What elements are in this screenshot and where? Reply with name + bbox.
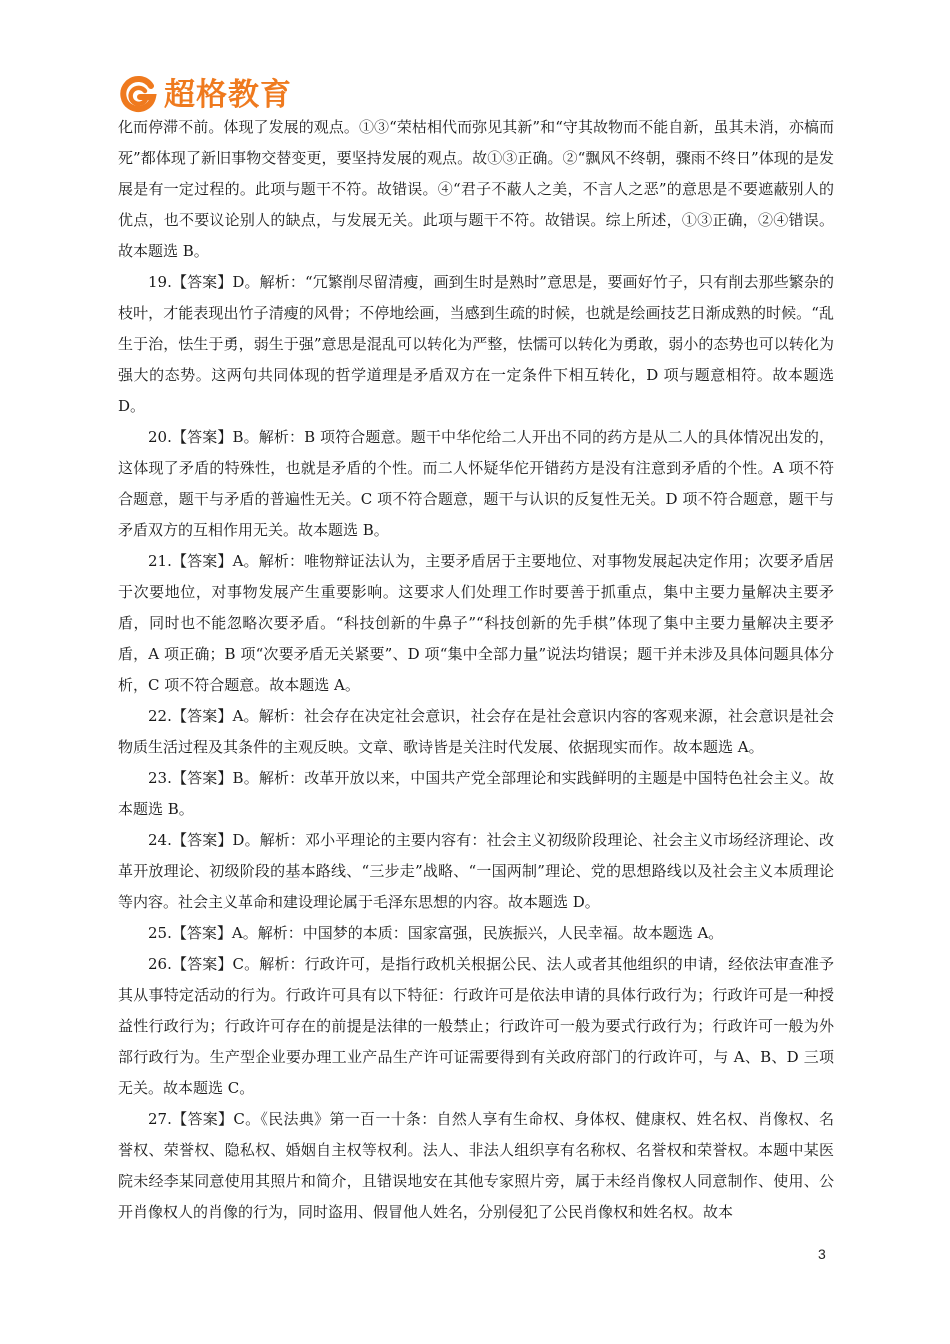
paragraph-continued: 化而停滞不前。体现了发展的观点。①③“荣枯相代而弥见其新”和“守其故物而不能自新，虽其未消，亦槁而死”都体现了新旧事物交替变更，要坚持发展的观点。故①③正确。②“飘风不终朝，骤雨不终日”体现的是发展是有一定过程的。此项与题干不符。故错误。④“君子不蔽人之美，不言人之恶”的意思是不要遮蔽别人的优点，也不要议论别人的缺点，与发展无关。此项与题干不符。故错误。综上所述，①③正确，②④错误。故本题选 B。 <box>118 118 834 260</box>
answer-25: 25.【答案】A。解析：中国梦的本质：国家富强，民族振兴，人民幸福。故本题选 A。 <box>148 924 724 942</box>
answer-24: 24.【答案】D。解析：邓小平理论的主要内容有：社会主义初级阶段理论、社会主义市场经济理论、改革开放理论、初级阶段的基本路线、“三步走”战略、“一国两制”理论、党的思想路线以及社会主义本质理论等内容。社会主义革命和建设理论属于毛泽东思想的内容。故本题选 D。 <box>118 831 834 911</box>
brand-logo-text: 超格教育 <box>164 77 292 113</box>
answer-23: 23.【答案】B。解析：改革开放以来，中国共产党全部理论和实践鲜明的主题是中国特色社会主义。故本题选 B。 <box>118 769 834 818</box>
answer-21: 21.【答案】A。解析：唯物辩证法认为，主要矛盾居于主要地位、对事物发展起决定作用；次要矛盾居于次要地位，对事物发展产生重要影响。这要求人们处理工作时要善于抓重点，集中主要力量解决主要矛盾，同时也不能忽略次要矛盾。“科技创新的牛鼻子”“科技创新的先手棋”体现了集中主要力量解决主要矛盾，A 项正确；B 项“次要矛盾无关紧要”、D 项“集中全部力量”说法均错误；题干并未涉及具体问题具体分析，C 项不符合题意。故本题选 A。 <box>118 552 834 694</box>
document-body <box>118 112 834 1228</box>
brand-logo-icon <box>118 75 158 115</box>
answer-19: 19.【答案】D。解析：“冗繁削尽留清瘦，画到生时是熟时”意思是，要画好竹子，只有削去那些繁杂的枝叶，才能表现出竹子清瘦的风骨；不停地绘画，当感到生疏的时候，也就是绘画技艺日渐成熟的时候。“乱生于治，怯生于勇，弱生于强”意思是混乱可以转化为严整，怯懦可以转化为勇敢，弱小的态势也可以转化为强大的态势。这两句共同体现的哲学道理是矛盾双方在一定条件下相互转化，D 项与题意相符。故本题选 D。 <box>118 273 834 415</box>
page-number: 3 <box>818 1246 826 1262</box>
answer-20: 20.【答案】B。解析：B 项符合题意。题干中华佗给二人开出不同的药方是从二人的具体情况出发的，这体现了矛盾的特殊性，也就是矛盾的个性。而二人怀疑华佗开错药方是没有注意到矛盾的个性。A 项不符合题意，题干与矛盾的普遍性无关。C 项不符合题意，题干与认识的反复性无关。D 项不符合题意，题干与矛盾双方的互相作用无关。故本题选 B。 <box>118 428 834 539</box>
brand-header <box>118 74 292 116</box>
answer-22: 22.【答案】A。解析：社会存在决定社会意识，社会存在是社会意识内容的客观来源，社会意识是社会物质生活过程及其条件的主观反映。文章、歌诗皆是关注时代发展、依据现实而作。故本题选 A。 <box>118 707 834 756</box>
answer-27: 27.【答案】C。《民法典》第一百一十条：自然人享有生命权、身体权、健康权、姓名权、肖像权、名誉权、荣誉权、隐私权、婚姻自主权等权利。法人、非法人组织享有名称权、名誉权和荣誉权。本题中某医院未经李某同意使用其照片和简介，且错误地安在其他专家照片旁，属于未经肖像权人同意制作、使用、公开肖像权人的肖像的行为，同时盗用、假冒他人姓名，分别侵犯了公民肖像权和姓名权。故本 <box>118 1110 834 1221</box>
answer-26: 26.【答案】C。解析：行政许可，是指行政机关根据公民、法人或者其他组织的申请，经依法审查准予其从事特定活动的行为。行政许可具有以下特征：行政许可是依法申请的具体行政行为；行政许可是一种授益性行政行为；行政许可存在的前提是法律的一般禁止；行政许可一般为要式行政行为；行政许可一般为外部行政行为。生产型企业要办理工业产品生产许可证需要得到有关政府部门的行政许可，与 A、B、D 三项无关。故本题选 C。 <box>118 955 834 1097</box>
